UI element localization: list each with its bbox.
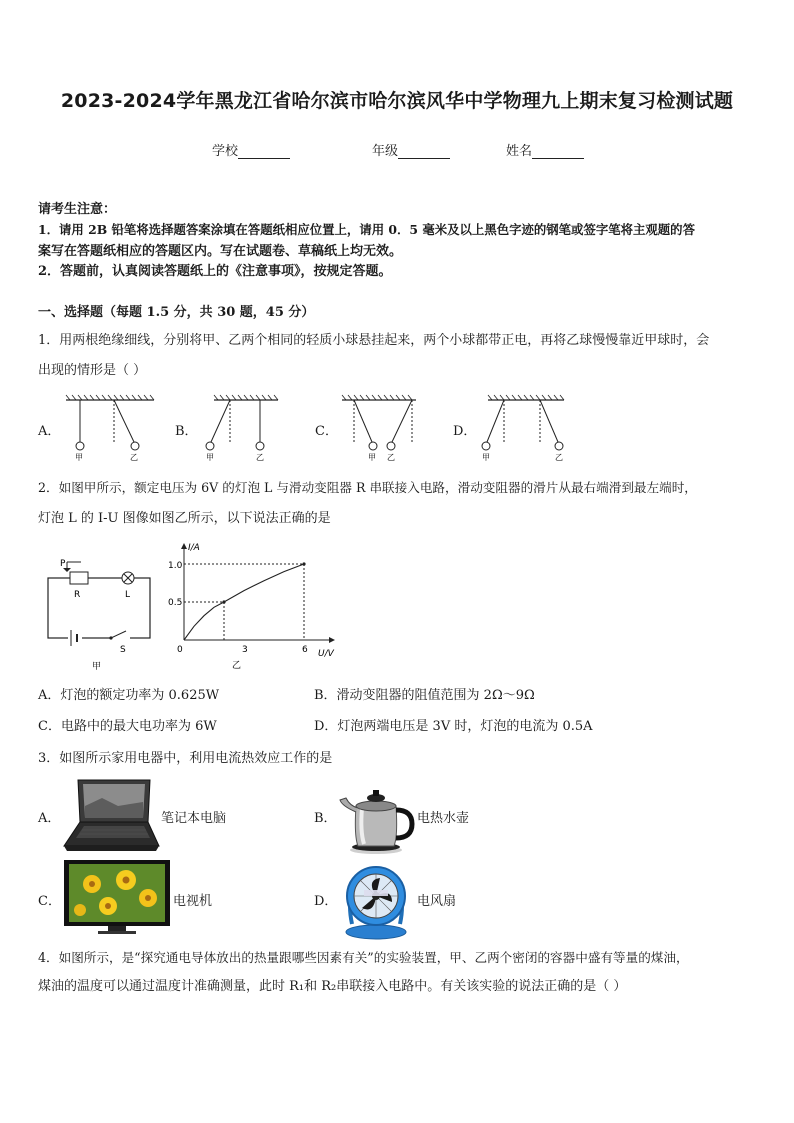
notice-line1a: 1．请用 2B 铅笔将选择题答案涂填在答题纸相应位置上，请用 0．5 毫米及以上黑色字迹的钢笔或签字笔将主观题的答 [38,222,695,237]
grade-field [372,140,450,159]
q1a-ball-jia: 甲 [75,453,83,462]
q3-option-b-label: 电热水壶 [417,811,470,826]
q1d-ball-jia: 甲 [482,453,490,462]
q1c-ball-yi: 乙 [387,453,395,462]
lamp-l-label: L [125,590,131,600]
q3-option-b-letter: B． [314,811,337,826]
x-tick-3: 3 [242,645,248,655]
grade-label: 年级 [372,144,399,159]
x-tick-6: 6 [302,645,308,655]
school-field [212,140,290,159]
q1-figure-a [62,394,162,464]
school-label: 学校 [212,144,239,159]
electric-kettle-image [336,776,416,856]
q2-stem-line1: 2．如图甲所示，额定电压为 6V 的灯泡 L 与滑动变阻器 R 串联接入电路，滑动变阻器的滑片从最右端滑到最左端时， [38,480,697,495]
q2-option-d: D．灯泡两端电压是 3V 时，灯泡的电流为 0.5A [314,719,593,734]
laptop-image [62,776,160,856]
q1-stem-line1: 1．用两根绝缘细线，分别将甲、乙两个相同的轻质小球悬挂起来，两个小球都带正电，再将乙球慢慢靠近甲球时，会 [38,333,710,348]
q3-option-d-label: 电风扇 [417,894,457,909]
notice-heading: 请考生注意： [38,202,117,217]
q1-figure-b [198,394,288,464]
grade-blank [398,145,450,159]
q3-option-c-label: 电视机 [173,894,213,909]
y-tick-1: 1.0 [168,561,183,571]
q2-option-c: C．电路中的最大电功率为 6W [38,719,217,734]
q2-circuit-diagram [40,556,160,674]
television-image [62,858,172,936]
q2-stem-line2: 灯泡 L 的 I-U 图像如图乙所示，以下说法正确的是 [38,511,331,526]
q1a-ball-yi: 乙 [130,453,138,462]
q1-option-b: B． [175,424,198,439]
notice-line1b: 案写在答题纸相应的答题区内。写在试题卷、草稿纸上均无效。 [38,244,403,259]
q1b-ball-yi: 乙 [256,453,264,462]
slider-p-label: P [60,559,66,569]
q3-option-a-label: 笔记本电脑 [161,811,227,826]
q3-option-c-letter: C． [38,894,61,909]
school-blank [238,145,290,159]
y-tick-05: 0.5 [168,598,183,608]
q1-option-c: C． [315,424,338,439]
q3-stem: 3．如图所示家用电器中，利用电流热效应工作的是 [38,751,333,766]
circuit-caption: 甲 [92,662,102,672]
q2-option-b: B．滑动变阻器的阻值范围为 2Ω～9Ω [314,688,535,703]
q3-option-a-letter: A． [38,811,61,826]
q3-option-d-letter: D． [314,894,338,909]
x-axis-label: U/V [318,649,334,659]
name-field [506,140,584,159]
section-heading: 一、选择题（每题 1.5 分，共 30 题，45 分） [38,305,315,320]
q4-stem-line1: 4．如图所示，是“探究通电导体放出的热量跟哪些因素有关”的实验装置，甲、乙两个密闭的容器中盛有等量的煤油， [38,950,689,965]
q1d-ball-yi: 乙 [555,453,563,462]
rheostat-r-label: R [74,590,81,600]
q1-stem-line2: 出现的情形是（ ） [38,363,147,378]
rheostat-r [70,572,88,584]
q1b-ball-jia: 甲 [206,453,214,462]
q1-option-a: A． [38,424,61,439]
x-tick-0: 0 [177,645,183,655]
page-title: 2023-2024学年黑龙江省哈尔滨市哈尔滨风华中学物理九上期末复习检测试题 [60,90,734,112]
graph-caption: 乙 [232,661,242,671]
q2-iu-graph [168,540,348,678]
switch-s-label: S [120,645,126,655]
y-axis-label: I/A [188,543,200,553]
q1-figure-d [474,394,574,464]
q1-option-d: D． [453,424,477,439]
name-label: 姓名 [506,144,533,159]
q4-stem-line2: 煤油的温度可以通过温度计准确测量，此时 R₁和 R₂串联接入电路中。有关该实验的说法正确的是（ ） [38,979,627,994]
q1c-ball-jia: 甲 [368,453,376,462]
notice-line2: 2．答题前，认真阅读答题纸上的《注意事项》，按规定答题。 [38,264,392,279]
q1-figure-c [336,394,426,464]
q2-option-a: A．灯泡的额定功率为 0.625W [38,688,220,703]
electric-fan-image [336,856,416,942]
name-blank [532,145,584,159]
